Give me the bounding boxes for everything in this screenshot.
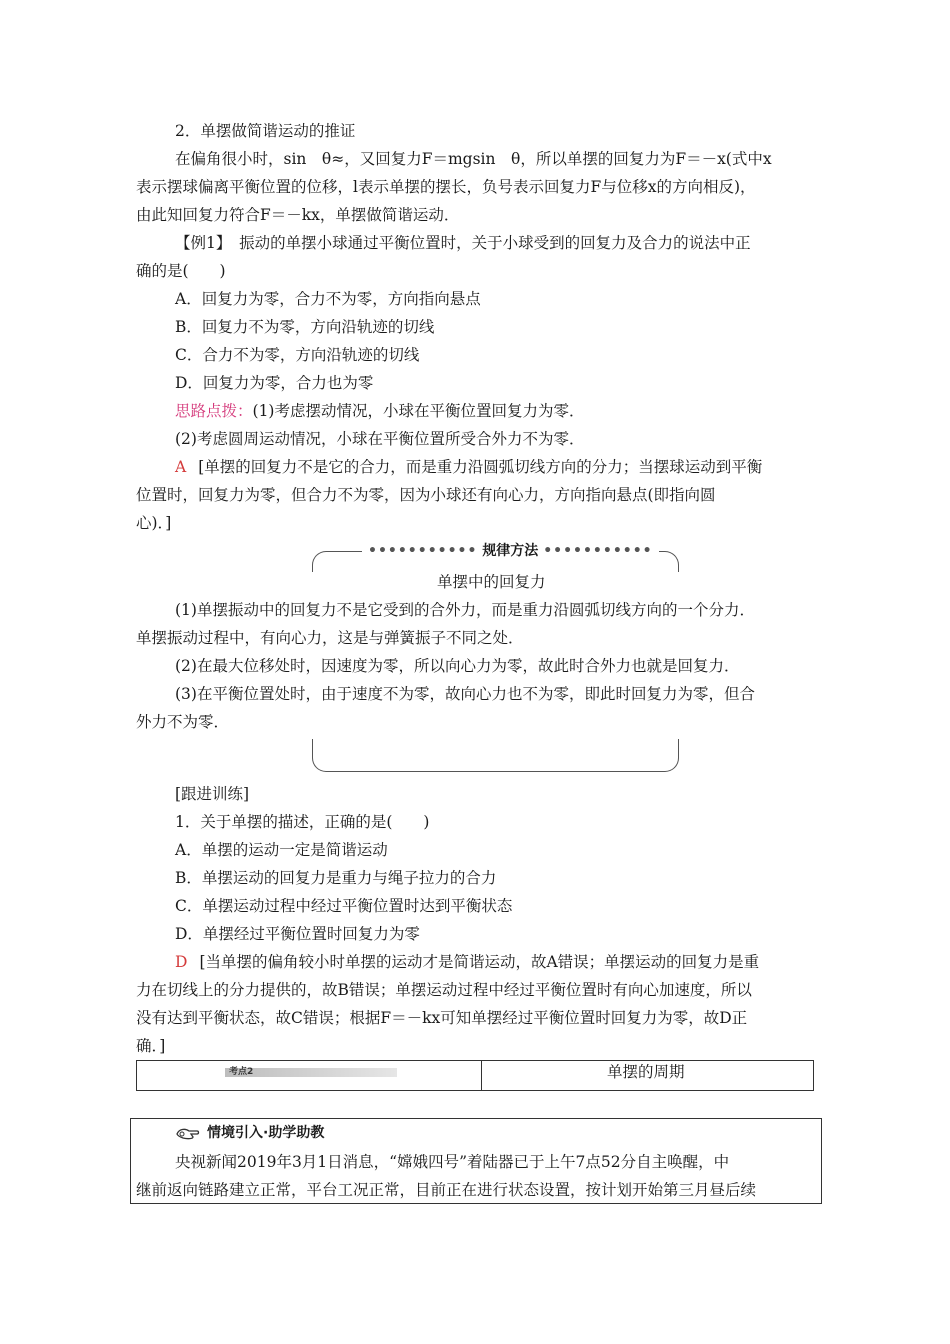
method-line-2: 单摆振动过程中，有向心力，这是与弹簧振子不同之处． bbox=[136, 629, 524, 647]
scenario-heading: 情境引入·助学助教 bbox=[207, 1125, 325, 1141]
practice-answer-line-4: 确．] bbox=[136, 1037, 166, 1055]
section-tag bbox=[225, 1068, 397, 1077]
method-line-4: (3)在平衡位置处时，由于速度不为零，故向心力也不为零，即此时回复力为零，但合 bbox=[175, 685, 755, 703]
scenario-box bbox=[130, 1118, 822, 1204]
derivation-heading: 2．单摆做简谐运动的推证 bbox=[175, 122, 356, 140]
practice-answer-line-1 bbox=[175, 952, 759, 972]
example-stem-line-1: 【例1】 振动的单摆小球通过平衡位置时，关于小球受到的回复力及合力的说法中正 bbox=[175, 234, 751, 252]
section-divider bbox=[481, 1061, 482, 1090]
hint-label: 思路点拨： bbox=[175, 402, 253, 420]
example-stem-line-2: 确的是( ) bbox=[136, 262, 226, 280]
method-box-bottom-frame bbox=[312, 739, 679, 772]
scenario-line-1: 央视新闻2019年3月1日消息，“嫦娥四号”着陆器已于上午7点52分自主唤醒，中 bbox=[175, 1153, 730, 1171]
example-option-d: D．回复力为零，合力也为零 bbox=[175, 374, 374, 392]
method-box-label: ••••••••••• 规律方法 ••••••••••• bbox=[362, 543, 659, 559]
derivation-line-2: 表示摆球偏离平衡位置的位移，l表示单摆的摆长，负号表示回复力F与位移x的方向相反)， bbox=[136, 178, 756, 196]
example-answer-line-1 bbox=[175, 457, 762, 477]
practice-answer-line-2: 力在切线上的分力提供的，故B错误；单摆运动过程中经过平衡位置时有向心加速度，所以 bbox=[136, 981, 752, 999]
method-line-5: 外力不为零． bbox=[136, 713, 230, 731]
answer-letter: A bbox=[175, 458, 187, 476]
section-tag-text: 考点2 bbox=[229, 1067, 254, 1077]
section-header-table bbox=[136, 1060, 814, 1091]
hint-text-1: (1)考虑摆动情况，小球在平衡位置回复力为零． bbox=[252, 402, 585, 420]
practice-option-c: C．单摆运动过程中经过平衡位置时达到平衡状态 bbox=[175, 897, 513, 915]
derivation-line-3: 由此知回复力符合F＝－kx，单摆做简谐运动． bbox=[136, 206, 460, 224]
hand-pointer-icon bbox=[175, 1125, 203, 1141]
example-answer-line-2: 位置时，回复力为零，但合力不为零，因为小球还有向心力，方向指向悬点(即指向圆 bbox=[136, 486, 716, 504]
method-box-label-text: 规律方法 bbox=[482, 543, 539, 559]
method-line-3: (2)在最大位移处时，因速度为零，所以向心力为零，故此时合外力也就是回复力． bbox=[175, 657, 740, 675]
method-box-title: 单摆中的回复力 bbox=[437, 573, 546, 591]
practice-answer-text-1: [当单摆的偏角较小时单摆的运动才是简谐运动，故A错误；单摆运动的回复力是重 bbox=[199, 953, 760, 971]
example-answer-line-3: 心)．] bbox=[136, 514, 172, 532]
practice-option-b: B．单摆运动的回复力是重力与绳子拉力的合力 bbox=[175, 869, 497, 887]
derivation-line-1: 在偏角很小时，sin θ≈，又回复力F＝mgsin θ，所以单摆的回复力为F＝－x(式中x bbox=[175, 150, 772, 168]
practice-heading: [跟进训练] bbox=[175, 785, 250, 803]
practice-answer-line-3: 没有达到平衡状态，故C错误；根据F＝－kx可知单摆经过平衡位置时回复力为零，故D正 bbox=[136, 1009, 748, 1027]
scenario-line-2: 继前返向链路建立正常，平台工况正常，目前正在进行状态设置，按计划开始第三月昼后续 bbox=[136, 1181, 757, 1199]
practice-question: 1．关于单摆的描述，正确的是( ) bbox=[175, 813, 430, 831]
example-option-a: A．回复力为零，合力不为零，方向指向悬点 bbox=[175, 290, 481, 308]
example-hint-line-1 bbox=[175, 401, 584, 421]
practice-option-d: D．单摆经过平衡位置时回复力为零 bbox=[175, 925, 420, 943]
example-hint-line-2: (2)考虑圆周运动情况，小球在平衡位置所受合外力不为零． bbox=[175, 430, 585, 448]
section-title: 单摆的周期 bbox=[607, 1063, 685, 1081]
method-line-1: (1)单摆振动中的回复力不是它受到的合外力，而是重力沿圆弧切线方向的一个分力． bbox=[175, 601, 755, 619]
answer-text-1: [单摆的回复力不是它的合力，而是重力沿圆弧切线方向的分力；当摆球运动到平衡 bbox=[198, 458, 763, 476]
practice-option-a: A．单摆的运动一定是简谐运动 bbox=[175, 841, 388, 859]
practice-answer-letter: D bbox=[175, 953, 188, 971]
example-option-c: C．合力不为零，方向沿轨迹的切线 bbox=[175, 346, 420, 364]
example-option-b: B．回复力不为零，方向沿轨迹的切线 bbox=[175, 318, 435, 336]
